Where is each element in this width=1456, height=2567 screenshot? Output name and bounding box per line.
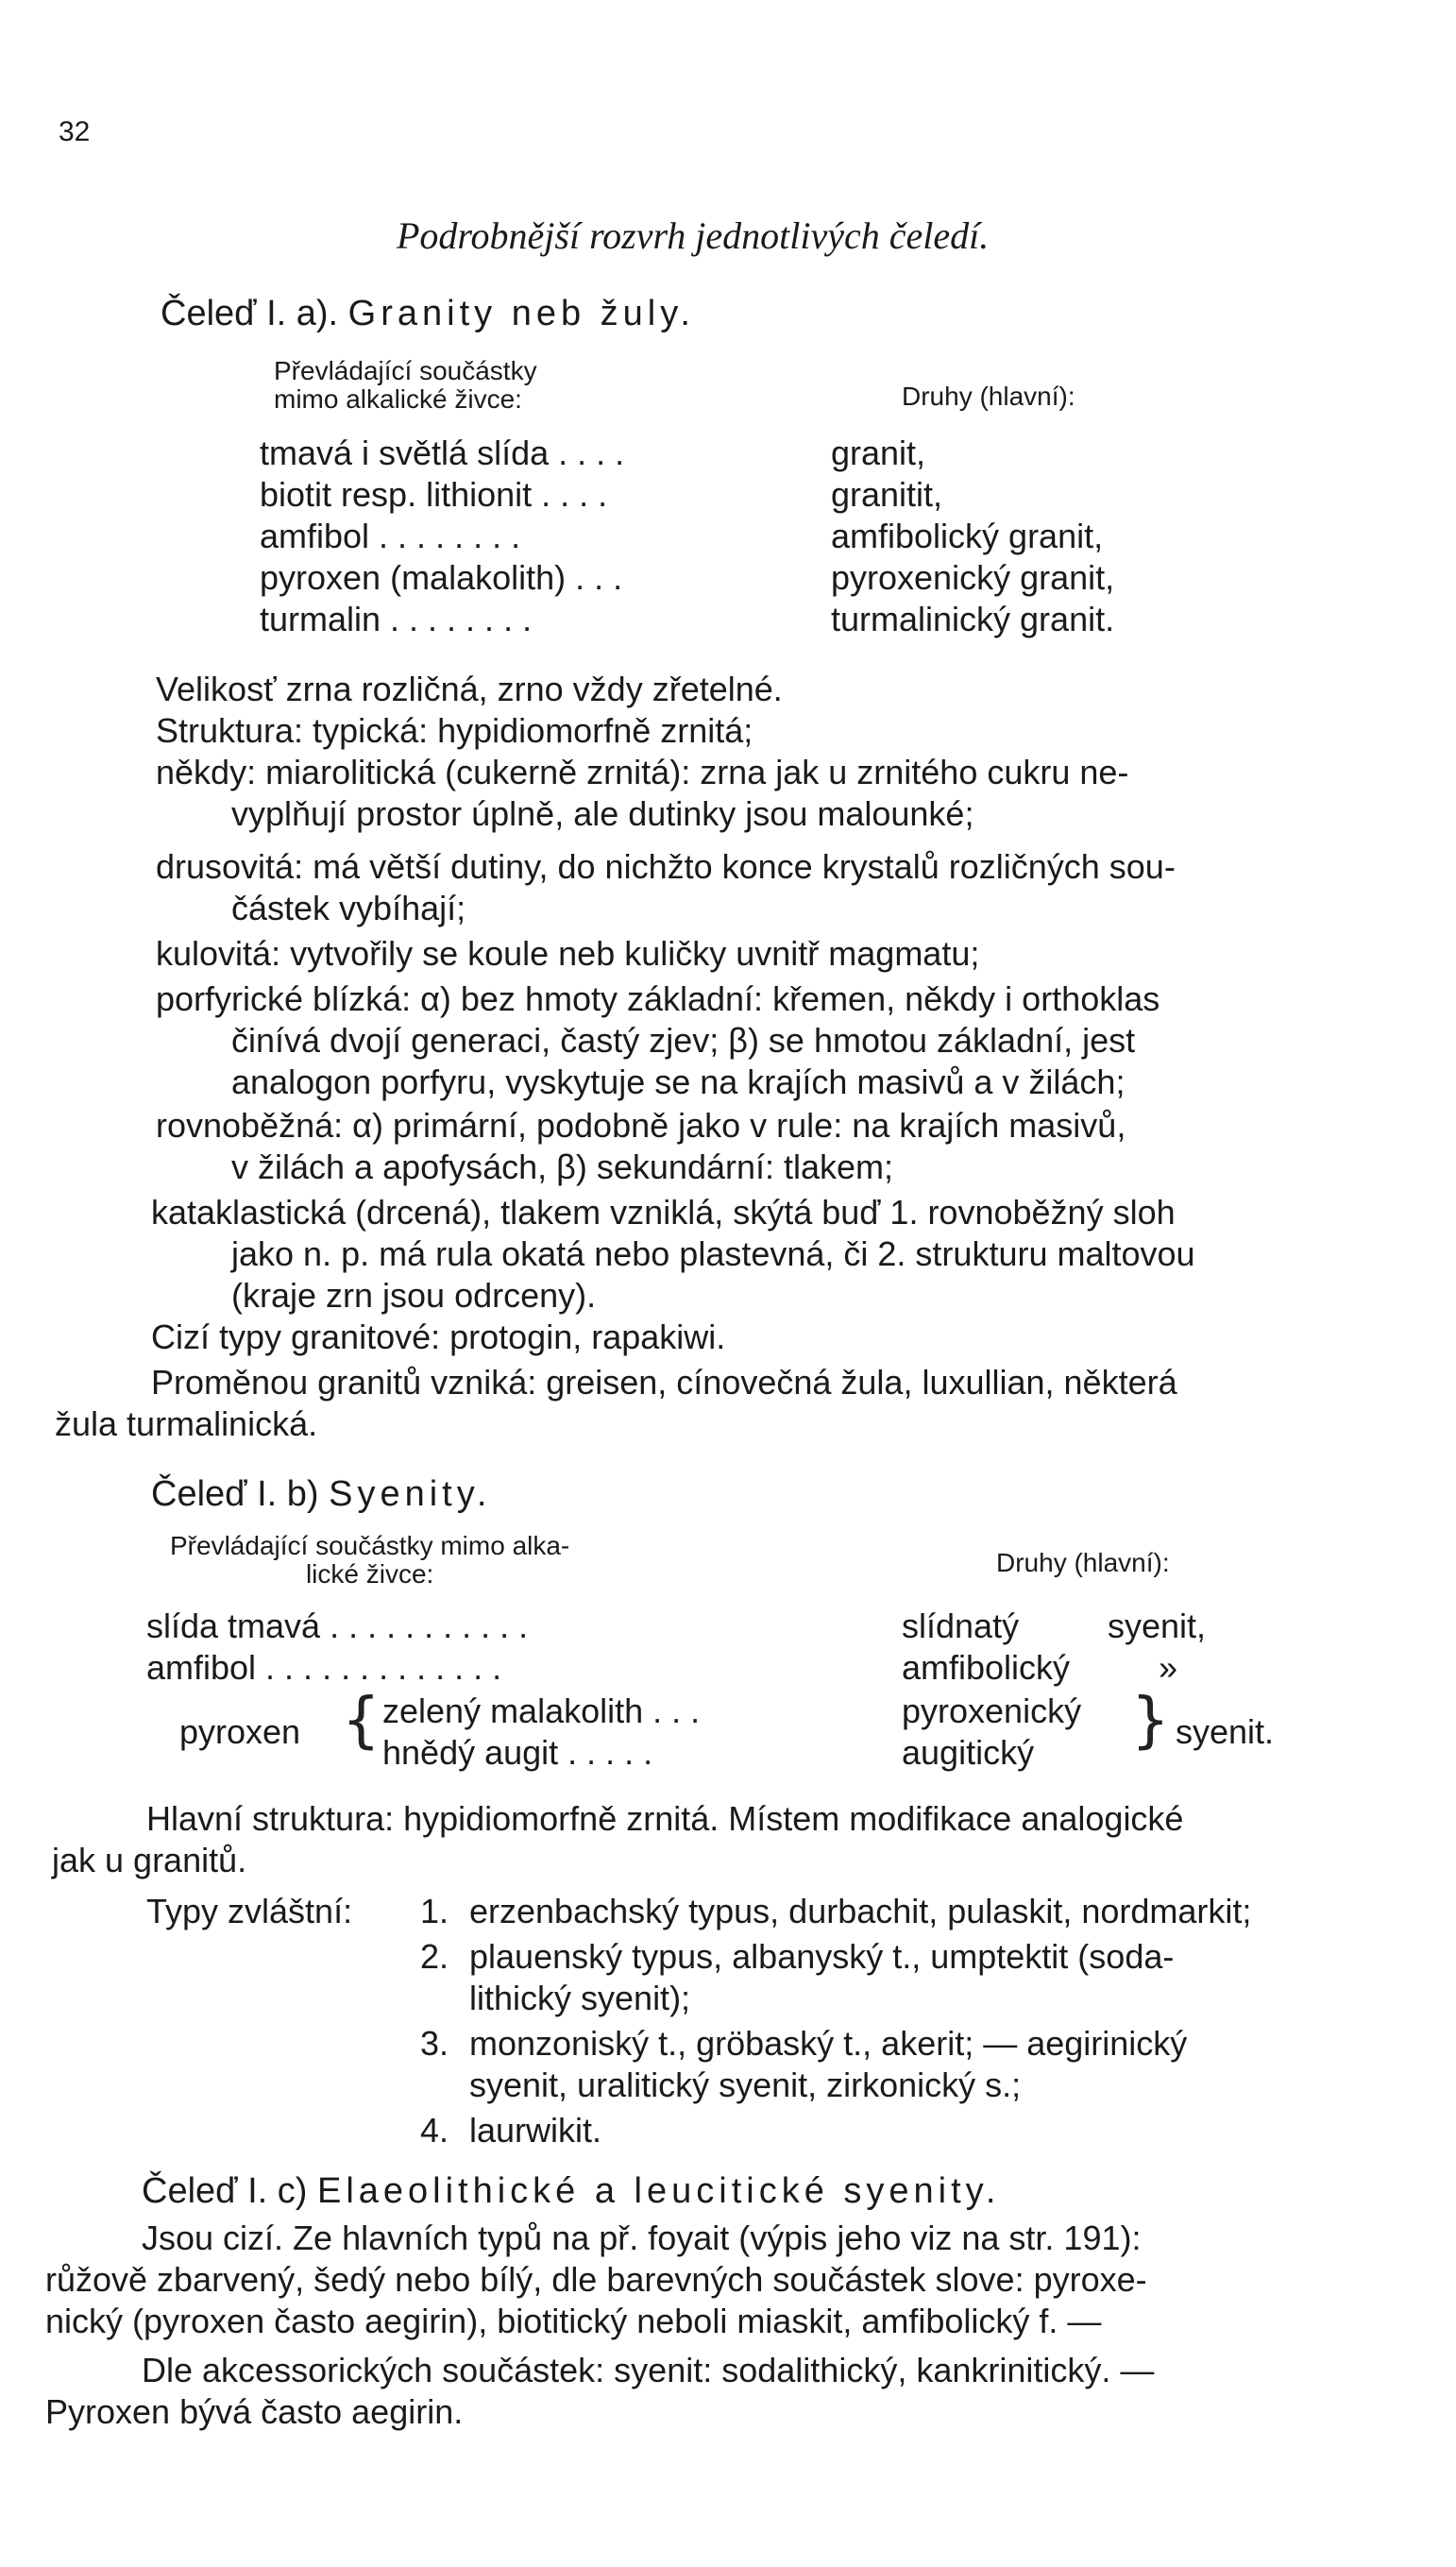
- paragraph: drusovitá: má větší dutiny, do nichžto konce krystalů rozličných sou-: [156, 847, 1176, 886]
- paragraph: žula turmalinická.: [55, 1404, 318, 1443]
- paragraph: kulovitá: vytvořily se koule neb kuličky uvnitř magmatu;: [156, 934, 980, 973]
- table-row: [260, 433, 1204, 474]
- pyroxen-syenit: syenit.: [1176, 1712, 1275, 1751]
- mineral-cell: hnědý augit . . . . .: [382, 1733, 653, 1772]
- paragraph: jak u granitů.: [52, 1841, 247, 1879]
- druh-cell: turmalinický granit.: [831, 600, 1115, 638]
- paragraph: Cizí typy granitové: protogin, rapakiwi.: [151, 1318, 726, 1356]
- paragraph: někdy: miarolitická (cukerně zrnitá): zrna jak u zrnitého cukru ne-: [156, 753, 1129, 791]
- column-header-left: [274, 357, 537, 414]
- header-line: mimo alkalické živce:: [274, 384, 522, 414]
- list-text: [469, 1936, 1456, 2019]
- typy-label: Typy zvláštní:: [146, 1892, 353, 1930]
- paragraph: Proměnou granitů vzniká: greisen, cínovečná žula, luxullian, některá: [151, 1363, 1177, 1402]
- section-title-syenity: [151, 1473, 491, 1515]
- paragraph: Jsou cizí. Ze hlavních typů na př. foyait (výpis jeho viz na str. 191):: [142, 2218, 1142, 2257]
- table-row: [382, 1691, 1138, 1732]
- list-text: [469, 1891, 1456, 1932]
- granity-table: [260, 433, 1204, 640]
- list-item: [420, 2023, 1412, 2106]
- header-line: lické živce:: [305, 1559, 434, 1589]
- paragraph: činívá dvojí generaci, častý zjev; β) se hmotou základní, jest: [231, 1021, 1136, 1060]
- mineral-cell: pyroxen (malakolith) . . .: [260, 558, 623, 597]
- syenity-table: [146, 1606, 1279, 1689]
- druh-cell: augitický: [902, 1733, 1035, 1772]
- druh-cell: granit,: [831, 434, 926, 472]
- list-number: 3.: [420, 2024, 449, 2063]
- mineral-cell: turmalin . . . . . . . .: [260, 600, 533, 638]
- left-brace: {: [342, 1686, 381, 1756]
- column-header-left: [170, 1532, 569, 1589]
- list-item: [420, 1936, 1412, 2019]
- list-text: [469, 2110, 1456, 2151]
- section-name: Syenity.: [329, 1474, 492, 1514]
- header-line: Převládající součástky mimo alka-: [170, 1531, 570, 1560]
- paragraph: nický (pyroxen často aegirin), biotitický neboli miaskit, amfibolický f. —: [45, 2302, 1102, 2340]
- druh-cell: slídnatý: [902, 1606, 1020, 1645]
- druh-cell: amfibolický granit,: [831, 517, 1104, 555]
- table-row: [146, 1606, 1279, 1647]
- section-prefix: Čeleď I. b): [151, 1474, 319, 1514]
- header-line: Převládající součástky: [274, 356, 537, 385]
- list-number: 4.: [420, 2111, 449, 2150]
- druh-cell: pyroxenický granit,: [831, 558, 1115, 597]
- paragraph: Hlavní struktura: hypidiomorfně zrnitá. Místem modifikace analogické: [146, 1799, 1184, 1838]
- table-row: [146, 1647, 1279, 1689]
- page-number: 32: [59, 116, 91, 147]
- right-brace: }: [1131, 1686, 1170, 1756]
- paragraph: vyplňují prostor úplně, ale dutinky jsou malounké;: [231, 794, 974, 833]
- column-header-right: Druhy (hlavní):: [996, 1548, 1170, 1577]
- pyroxen-group: [382, 1691, 1138, 1774]
- mineral-cell: slída tmavá . . . . . . . . . . .: [146, 1606, 529, 1645]
- pyroxen-label: pyroxen: [179, 1712, 301, 1751]
- list-line: laurwikit.: [469, 2111, 602, 2150]
- paragraph: analogon porfyru, vyskytuje se na krajích masivů a v žilách;: [231, 1062, 1126, 1101]
- section-name: Elaeolithické a leucitické syenity.: [316, 2171, 1001, 2211]
- paragraph: porfyrické blízká: α) bez hmoty základní: křemen, někdy i orthoklas: [156, 979, 1160, 1018]
- list-line: plauenský typus, albanyský t., umptektit (soda-: [469, 1937, 1175, 1976]
- paragraph: rovnoběžná: α) primární, podobně jako v rule: na krajích masivů,: [156, 1106, 1126, 1145]
- list-number: 2.: [420, 1937, 449, 1976]
- table-row: [260, 557, 1204, 599]
- list-line: erzenbachský typus, durbachit, pulaskit, nordmarkit;: [469, 1892, 1252, 1930]
- paragraph: Dle akcessorických součástek: syenit: sodalithický, kankrinitický. —: [142, 2351, 1155, 2389]
- list-item: [420, 2110, 1412, 2151]
- mineral-cell: amfibol . . . . . . . .: [260, 517, 521, 555]
- column-header-right: Druhy (hlavní):: [902, 382, 1075, 411]
- list-line: monzoniský t., gröbaský t., akerit; — aegirinický: [469, 2024, 1188, 2063]
- table-row: [382, 1732, 1138, 1774]
- typy-list: [420, 1891, 1412, 2151]
- paragraph: jako n. p. má rula okatá nebo plastevná, či 2. strukturu maltovou: [231, 1234, 1195, 1273]
- paragraph: Struktura: typická: hypidiomorfně zrnitá;: [156, 711, 753, 750]
- paragraph: kataklastická (drcená), tlakem vzniklá, skýtá buď 1. rovnoběžný sloh: [151, 1193, 1176, 1232]
- druh-cell: pyroxenický: [902, 1692, 1082, 1730]
- list-number: 1.: [420, 1892, 449, 1930]
- section-prefix: Čeleď I. c): [142, 2171, 308, 2211]
- section-prefix: Čeleď I. a).: [161, 294, 339, 333]
- table-row: [260, 474, 1204, 516]
- paragraph: (kraje zrn jsou odrceny).: [231, 1276, 597, 1315]
- mineral-cell: tmavá i světlá slída . . . .: [260, 434, 625, 472]
- mineral-cell: zelený malakolith . . .: [382, 1692, 701, 1730]
- list-line: lithický syenit);: [469, 1979, 691, 2017]
- paragraph: Pyroxen bývá často aegirin.: [45, 2392, 464, 2431]
- druh-cell: amfibolický: [902, 1648, 1071, 1687]
- list-text: [469, 2023, 1456, 2106]
- druh-cell: syenit,: [1108, 1606, 1207, 1645]
- ditto-mark: »: [1159, 1648, 1178, 1687]
- list-line: syenit, uralitický syenit, zirkonický s.;: [469, 2066, 1022, 2104]
- section-name: Granity neb žuly.: [347, 294, 695, 333]
- table-row: [260, 599, 1204, 640]
- list-item: [420, 1891, 1412, 1932]
- paragraph: růžově zbarvený, šedý nebo bílý, dle barevných součástek slove: pyroxe-: [45, 2260, 1147, 2299]
- page-title: Podrobnější rozvrh jednotlivých čeledí.: [397, 214, 990, 257]
- paragraph: částek vybíhají;: [231, 889, 466, 927]
- druh-cell: granitit,: [831, 475, 943, 514]
- paragraph: Velikosť zrna rozličná, zrno vždy zřetelné.: [156, 670, 783, 708]
- section-title-elaeolith: [142, 2170, 1000, 2212]
- section-title-granity: [161, 293, 695, 334]
- paragraph: v žilách a apofysách, β) sekundární: tlakem;: [231, 1148, 894, 1186]
- table-row: [260, 516, 1204, 557]
- mineral-cell: biotit resp. lithionit . . . .: [260, 475, 608, 514]
- mineral-cell: amfibol . . . . . . . . . . . . .: [146, 1648, 502, 1687]
